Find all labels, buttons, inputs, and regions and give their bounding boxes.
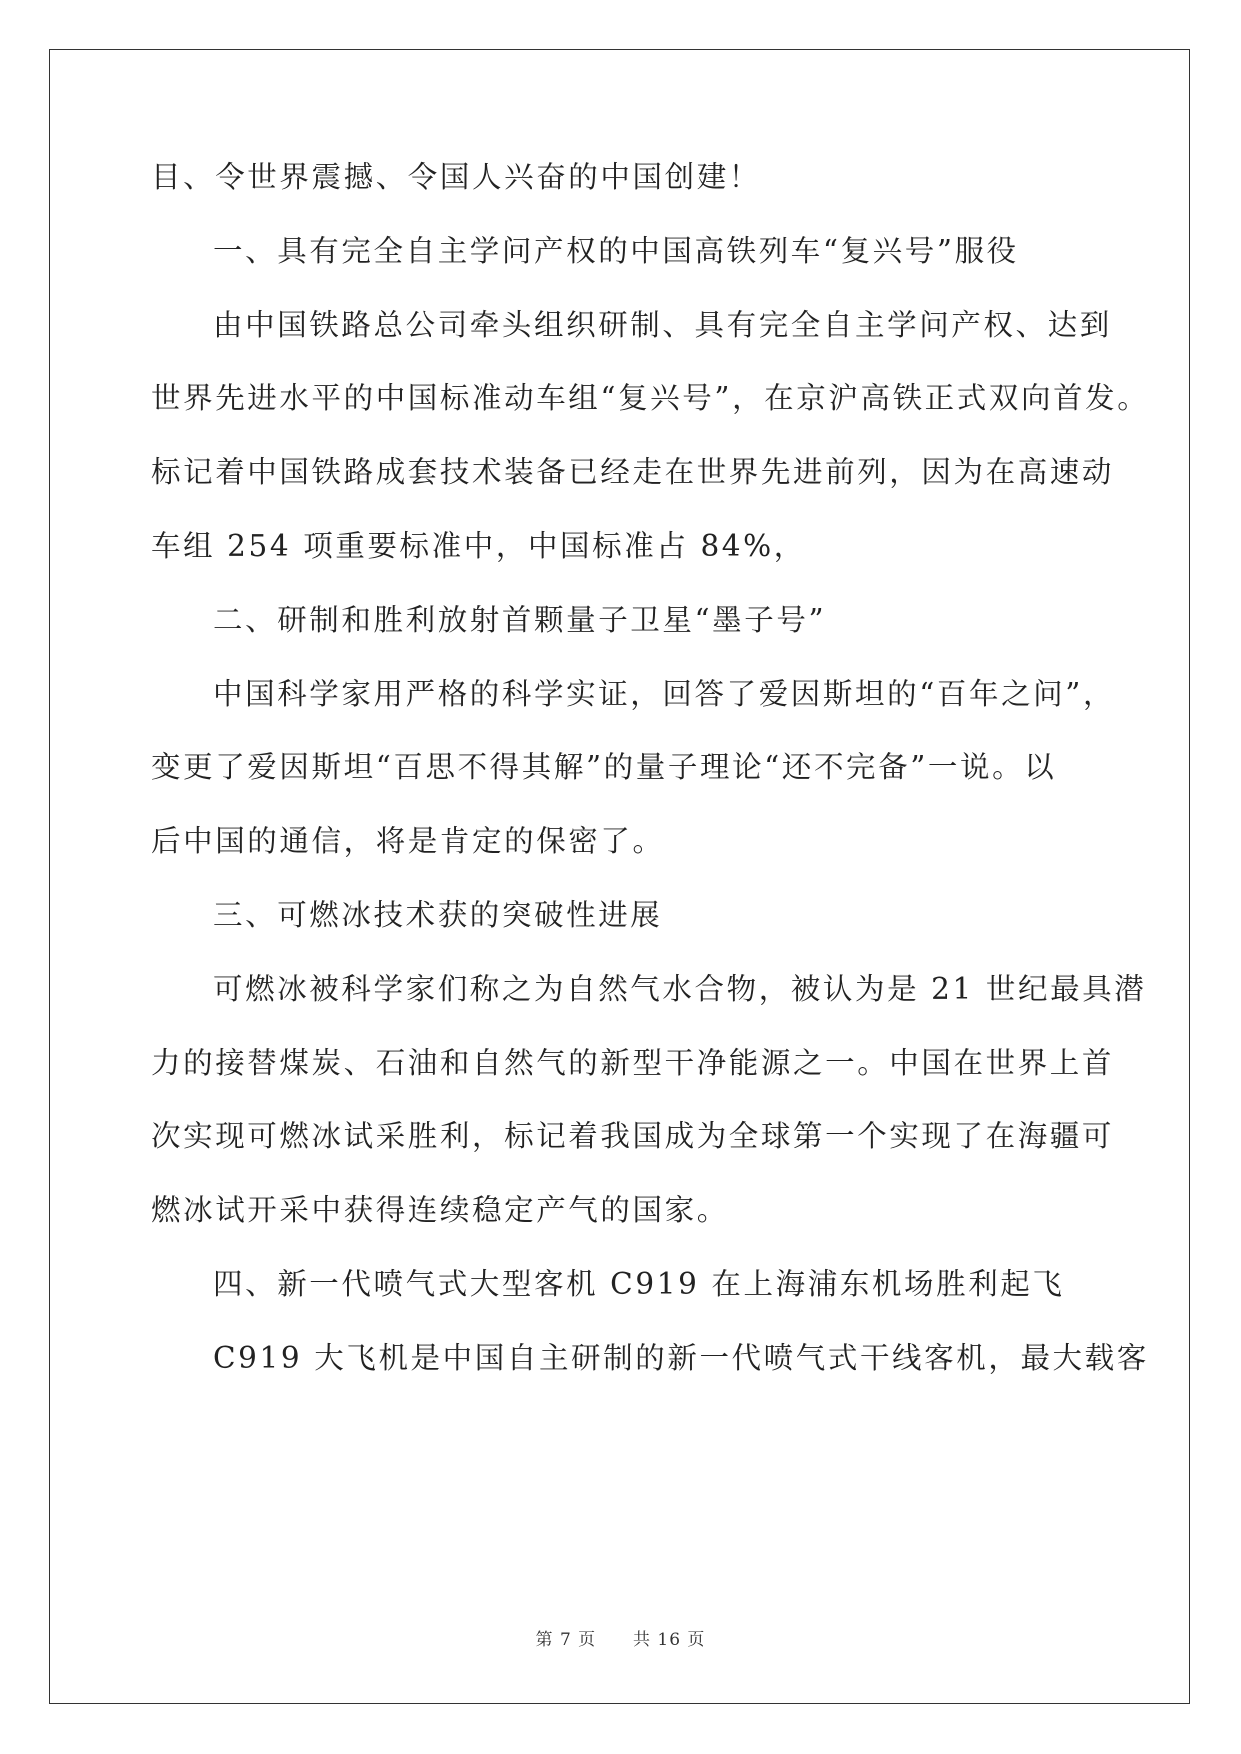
section-heading-1: 一、具有完全自主学问产权的中国高铁列车“复兴号”服役 bbox=[213, 233, 1019, 268]
section-heading-2: 二、研制和胜利放射首颗量子卫星“墨子号” bbox=[213, 602, 827, 637]
text-line-5: 标记着中国铁路成套技术装备已经走在世界先进前列，因为在高速动 bbox=[151, 455, 1115, 490]
section-heading-3: 三、可燃冰技术获的突破性进展 bbox=[213, 897, 663, 932]
document-body bbox=[151, 160, 1150, 1415]
text-line-15: 燃冰试开采中获得连续稳定产气的国家。 bbox=[151, 1193, 729, 1228]
section-heading-4: 四、新一代喷气式大型客机 C919 在上海浦东机场胜利起飞 bbox=[213, 1266, 1065, 1301]
text-line-4: 世界先进水平的中国标准动车组“复兴号”，在京沪高铁正式双向首发。 bbox=[151, 381, 1150, 416]
text-line-12: 可燃冰被科学家们称之为自然气水合物，被认为是 21 世纪最具潜 bbox=[213, 971, 1147, 1006]
text-line-3: 由中国铁路总公司牵头组织研制、具有完全自主学问产权、达到 bbox=[213, 307, 1112, 342]
page-total: 共 16 页 bbox=[632, 1630, 706, 1650]
text-line-14: 次实现可燃冰试采胜利，标记着我国成为全球第一个实现了在海疆可 bbox=[151, 1119, 1115, 1154]
text-line-1: 目、令世界震撼、令国人兴奋的中国创建！ bbox=[151, 160, 761, 194]
text-line-8: 中国科学家用严格的科学实证，回答了爱因斯坦的“百年之问”， bbox=[213, 676, 1116, 711]
page-number: 第 7 页 bbox=[535, 1630, 597, 1650]
page-footer bbox=[0, 1625, 1241, 1650]
text-line-6: 车组 254 项重要标准中，中国标准占 84%， bbox=[151, 528, 806, 563]
text-line-17: C919 大飞机是中国自主研制的新一代喷气式干线客机，最大载客 bbox=[213, 1340, 1149, 1375]
text-line-9: 变更了爱因斯坦“百思不得其解”的量子理论“还不完备”一说。以 bbox=[151, 750, 1057, 785]
text-line-10: 后中国的通信，将是肯定的保密了。 bbox=[151, 824, 665, 859]
text-line-13: 力的接替煤炭、石油和自然气的新型干净能源之一。中国在世界上首 bbox=[151, 1045, 1115, 1080]
